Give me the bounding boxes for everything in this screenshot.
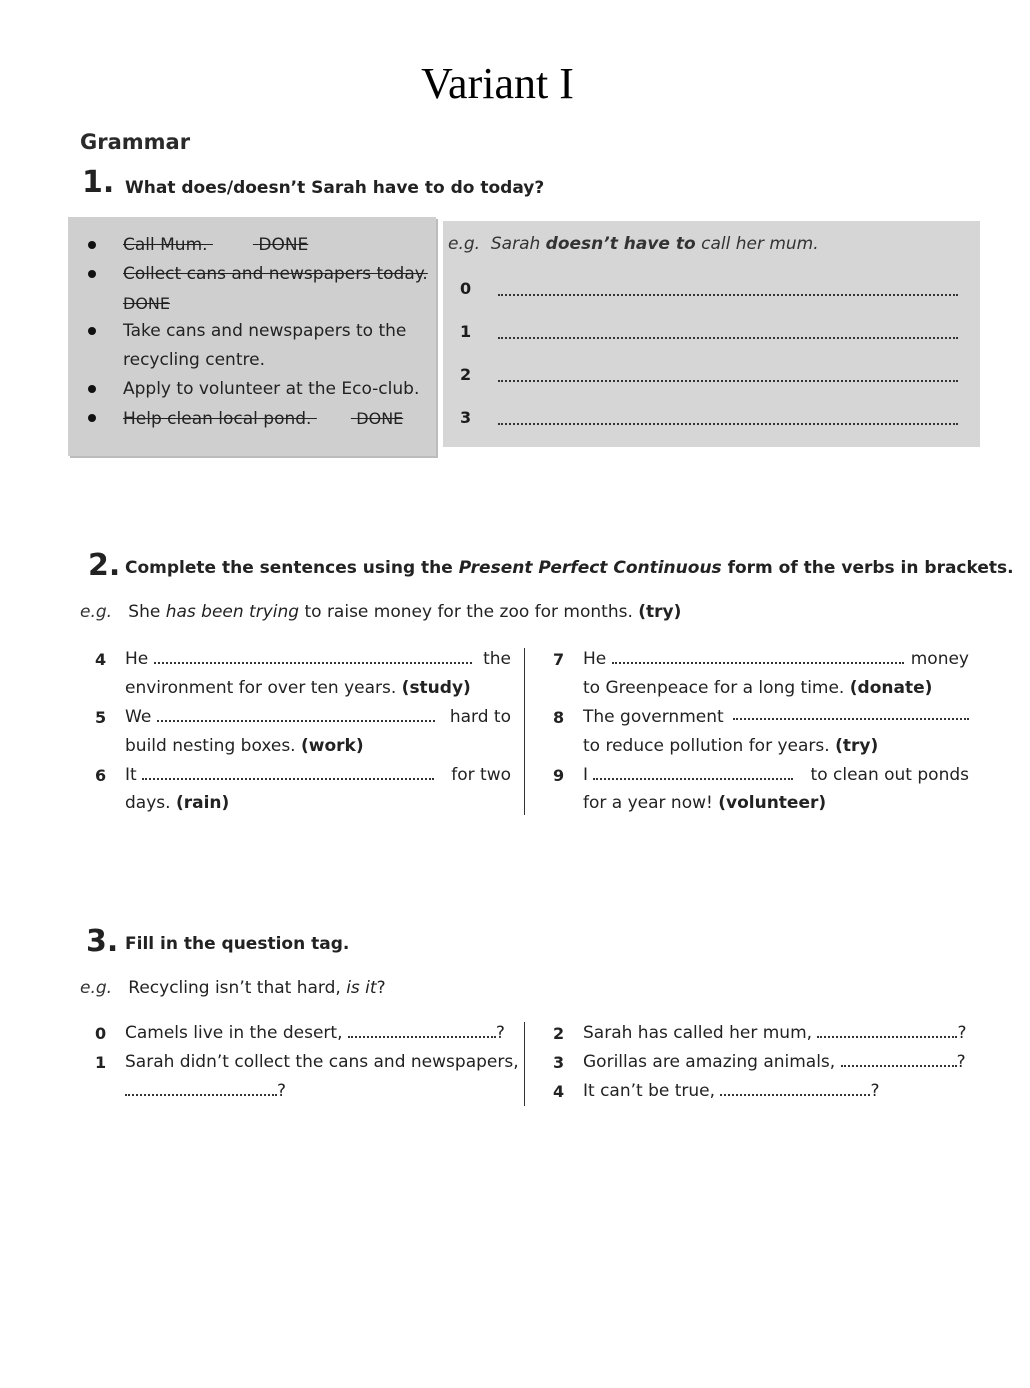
bullet-icon <box>88 385 96 393</box>
column-divider <box>524 648 525 815</box>
item-number: 3 <box>553 1053 565 1072</box>
sentence-5-line2: build nesting boxes. (work) <box>125 736 364 756</box>
bullet-icon <box>88 270 96 278</box>
bullet-icon <box>88 241 96 249</box>
section-heading: Grammar <box>80 130 191 154</box>
sentence-6-line2: days. (rain) <box>125 793 230 813</box>
blank-6[interactable] <box>142 768 434 780</box>
item-number: 6 <box>95 766 107 785</box>
item-number: 4 <box>553 1082 565 1101</box>
tag-2: Sarah has called her mum, ? <box>583 1023 967 1043</box>
item-number: 1 <box>95 1053 107 1072</box>
bullet-icon <box>88 414 96 422</box>
sentence-9-line2: for a year now! (volunteer) <box>583 793 827 813</box>
exercise-1-number: 1. <box>82 165 115 200</box>
exercise-3-example: e.g. Recycling isn’t that hard, is it? <box>80 978 386 998</box>
answer-box: e.g. Sarah doesn’t have to call her mum. 0 1 2 3 <box>443 221 980 447</box>
tag-4: It can’t be true, ? <box>583 1081 880 1101</box>
blank-tag-4[interactable] <box>720 1084 870 1096</box>
todo-item-3-cont: recycling centre. <box>123 350 265 370</box>
exercise-2-title: Complete the sentences using the Present Perfect Continuous form of the verbs in brackets. <box>125 558 1014 578</box>
sentence-4-line2: environment for over ten years. (study) <box>125 678 471 698</box>
sentence-4-line1: He the <box>125 649 511 669</box>
exercise-3-title: Fill in the question tag. <box>125 934 350 954</box>
exercise-2-number: 2. <box>88 548 121 583</box>
todo-item-4: Apply to volunteer at the Eco-club. <box>123 379 420 399</box>
exercise-3-number: 3. <box>86 924 119 959</box>
todo-item-2: Collect cans and newspapers today. <box>123 264 428 284</box>
sentence-8-line1: The government <box>583 706 969 728</box>
blank-4[interactable] <box>154 652 472 664</box>
item-number: 4 <box>95 650 107 669</box>
sentence-7-line1: He money <box>583 649 969 669</box>
page-title: Variant I <box>421 59 574 108</box>
blank-tag-3[interactable] <box>841 1055 957 1067</box>
sentence-6-line1: It for two <box>125 765 511 785</box>
item-number: 8 <box>553 708 565 727</box>
sentence-5-line1: We hard to <box>125 707 511 727</box>
exercise-2-example: e.g. She has been trying to raise money for the zoo for months. (try) <box>80 602 682 622</box>
blank-tag-1[interactable] <box>125 1084 277 1096</box>
item-number: 5 <box>95 708 107 727</box>
sentence-7-line2: to Greenpeace for a long time. (donate) <box>583 678 933 698</box>
blank-9[interactable] <box>593 768 793 780</box>
todo-item-3: Take cans and newspapers to the <box>123 321 407 341</box>
item-number: 7 <box>553 650 565 669</box>
item-number: 2 <box>553 1024 565 1043</box>
blank-8[interactable] <box>733 708 969 720</box>
sentence-8-line2: to reduce pollution for years. (try) <box>583 736 879 756</box>
exercise-1-title: What does/doesn’t Sarah have to do today? <box>125 178 545 198</box>
todo-item-2-done: DONE <box>123 294 170 313</box>
item-number: 0 <box>95 1024 107 1043</box>
tag-0: Camels live in the desert, ? <box>125 1023 505 1043</box>
tag-1-line2: ? <box>125 1080 286 1102</box>
blank-5[interactable] <box>157 710 435 722</box>
tag-3: Gorillas are amazing animals, ? <box>583 1052 966 1072</box>
bullet-icon <box>88 327 96 335</box>
todo-item-1: Call Mum. DONE <box>123 235 309 255</box>
sentence-9-line1: I to clean out ponds <box>583 765 969 785</box>
todo-item-5: Help clean local pond. DONE <box>123 409 404 429</box>
tag-1-line1: Sarah didn’t collect the cans and newspapers, <box>125 1052 519 1072</box>
blank-tag-0[interactable] <box>348 1026 496 1038</box>
item-number: 9 <box>553 766 565 785</box>
blank-tag-2[interactable] <box>817 1026 957 1038</box>
todo-list-box <box>68 217 436 456</box>
example-sentence: e.g. Sarah doesn’t have to call her mum. <box>448 234 819 254</box>
blank-7[interactable] <box>612 652 904 664</box>
column-divider <box>524 1022 525 1106</box>
